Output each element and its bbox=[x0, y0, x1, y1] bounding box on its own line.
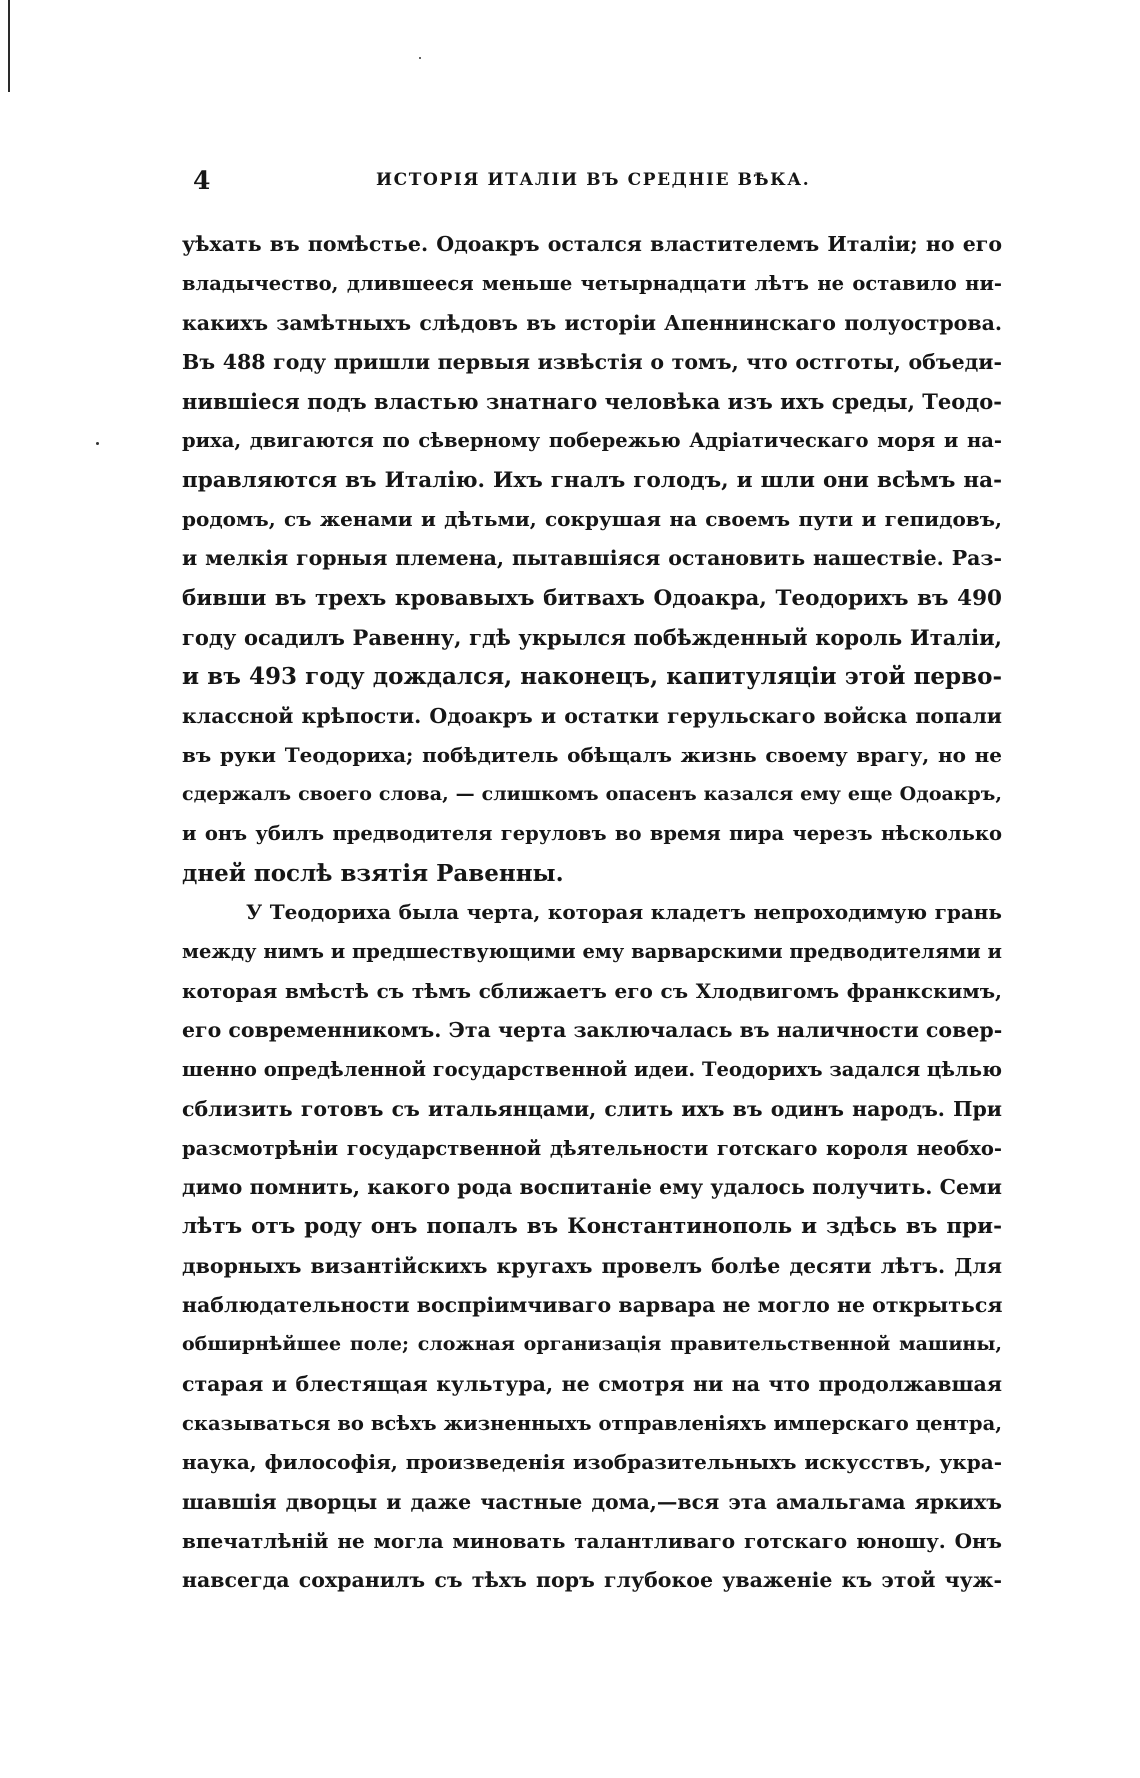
text-line: обширнѣйшее поле; сложная организація правительственной машины, bbox=[182, 1333, 1002, 1356]
text-line: шенно опредѣленной государственной идеи. Теодорихъ задался цѣлью bbox=[182, 1058, 1002, 1082]
text-line: наблюдательности воспріимчиваго варвара не могло не открыться bbox=[182, 1293, 1003, 1318]
text-line: бивши въ трехъ кровавыхъ битвахъ Одоакра, Теодорихъ въ 490 bbox=[182, 585, 1002, 611]
paragraph-1 bbox=[182, 225, 1002, 893]
margin-speck bbox=[96, 442, 99, 445]
text-line: наука, философія, произведенія изобразительныхъ искусствъ, укра- bbox=[182, 1450, 1002, 1475]
text-line: старая и блестящая культура, не смотря ни на что продолжавшая bbox=[182, 1371, 1002, 1396]
text-line: впечатлѣній не могла миновать талантливаго готскаго юношу. Онъ bbox=[182, 1528, 1002, 1553]
text-line: уѣхать въ помѣстье. Одоакръ остался властителемъ Италіи; но его bbox=[182, 232, 1002, 256]
page-number: 4 bbox=[193, 166, 211, 195]
text-line: и въ 493 году дождался, наконецъ, капитуляціи этой перво- bbox=[182, 663, 1002, 691]
text-line: дней послѣ взятія Равенны. bbox=[182, 859, 564, 887]
text-line: шавшія дворцы и даже частные дома,—вся эта амальгама яркихъ bbox=[182, 1489, 1002, 1514]
text-line: и мелкія горныя племена, пытавшіяся остановить нашествіе. Раз- bbox=[182, 546, 1002, 571]
text-line: и онъ убилъ предводителя геруловъ во время пира черезъ нѣсколько bbox=[182, 822, 1002, 846]
text-line: лѣтъ отъ роду онъ попалъ въ Константинополь и здѣсь въ при- bbox=[182, 1214, 1002, 1240]
text-line: какихъ замѣтныхъ слѣдовъ въ исторіи Апеннинскаго полуострова. bbox=[182, 310, 1002, 335]
text-line: которая вмѣстѣ съ тѣмъ сближаетъ его съ Хлодвигомъ франкскимъ, bbox=[182, 978, 1002, 1003]
text-body bbox=[182, 225, 1002, 1600]
text-line: риха, двигаются по сѣверному побережью Адріатическаго моря и на- bbox=[182, 429, 1002, 453]
text-line: разсмотрѣніи государственной дѣятельности готскаго короля необхо- bbox=[182, 1136, 1002, 1160]
running-head bbox=[193, 166, 995, 196]
text-line: сблизить готовъ съ итальянцами, слить ихъ въ одинъ народъ. При bbox=[182, 1096, 1002, 1121]
text-line: дворныхъ византійскихъ кругахъ провелъ болѣе десяти лѣтъ. Для bbox=[182, 1253, 1002, 1278]
text-line: въ руки Теодориха; побѣдитель обѣщалъ жизнь своему врагу, но не bbox=[182, 742, 1002, 767]
paragraph-2 bbox=[182, 893, 1002, 1600]
scan-edge-line bbox=[8, 0, 10, 92]
text-line: навсегда сохранилъ съ тѣхъ поръ глубокое уваженіе къ этой чуж- bbox=[182, 1568, 1002, 1593]
running-title: ИСТОРІЯ ИТАЛІИ ВЪ СРЕДНІЕ ВѢКА. bbox=[376, 170, 811, 190]
text-line: классной крѣпости. Одоакръ и остатки герульскаго войска попали bbox=[182, 703, 1002, 728]
text-line: его современникомъ. Эта черта заключалась въ наличности совер- bbox=[182, 1017, 1003, 1042]
text-line: правляются въ Италію. Ихъ гналъ голодъ, и шли они всѣмъ на- bbox=[182, 467, 1002, 493]
text-line: владычество, длившееся меньше четырнадцати лѣтъ не оставило ни- bbox=[182, 272, 1002, 296]
scan-speck bbox=[419, 57, 421, 59]
text-line: димо помнить, какого рода воспитаніе ему удалось получить. Семи bbox=[182, 1175, 1002, 1200]
text-line: Въ 488 году пришли первыя извѣстія о томъ, что остготы, объеди- bbox=[182, 349, 1002, 374]
text-line: году осадилъ Равенну, гдѣ укрылся побѣжденный король Италіи, bbox=[182, 624, 1002, 650]
text-line: сдержалъ своего слова, — слишкомъ опасенъ казался ему еще Одоакръ, bbox=[182, 783, 1002, 806]
text-line: сказываться во всѣхъ жизненныхъ отправленіяхъ имперскаго центра, bbox=[182, 1411, 1002, 1435]
text-line: между нимъ и предшествующими ему варварскими предводителями и bbox=[182, 940, 1002, 964]
text-line: У Теодориха была черта, которая кладетъ непроходимую грань bbox=[246, 900, 1002, 925]
text-line: родомъ, съ женами и дѣтьми, сокрушая на своемъ пути и гепидовъ, bbox=[182, 507, 1002, 532]
text-line: нившіеся подъ властью знатнаго человѣка изъ ихъ среды, Теодо- bbox=[182, 389, 1002, 415]
